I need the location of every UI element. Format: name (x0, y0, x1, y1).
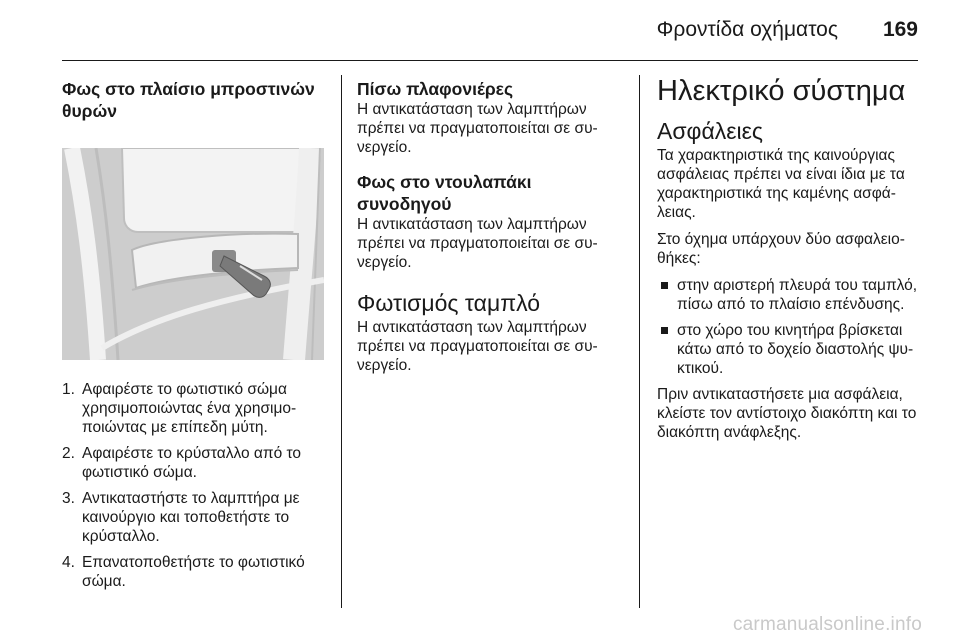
step-number: 2. (62, 445, 75, 462)
section-heading-dashboard-lighting: Φωτισμός ταμπλό (357, 290, 541, 316)
step-line: ποιώντας με επίπεδη μύτη. (82, 419, 268, 436)
step-line: Αφαιρέστε το φωτιστικό σώμα (82, 381, 287, 398)
list-item (62, 489, 327, 546)
paragraph (657, 146, 925, 222)
heading-line: θυρών (62, 101, 117, 121)
step-number: 4. (62, 554, 75, 571)
paragraph (357, 215, 619, 272)
text-line: θήκες: (657, 250, 701, 267)
heading-line: Φως στο πλαίσιο μπροστινών (62, 79, 315, 99)
text-line: στην αριστερή πλευρά του ταμπλό, (677, 277, 918, 294)
step-line: φωτιστικό σώμα. (82, 464, 197, 481)
text-line: ασφάλειας πρέπει να είναι ίδια με τα (657, 166, 905, 183)
text-line: νεργείο. (357, 357, 412, 374)
list-item (657, 321, 925, 378)
paragraph (657, 385, 925, 442)
paragraph (657, 230, 925, 268)
section-heading-rear-lights: Πίσω πλαφονιέρες (357, 79, 514, 99)
step-line: χρησιμοποιώντας ένα χρησιμο- (82, 400, 297, 417)
header-title: Φροντίδα οχήματος (656, 18, 838, 41)
text-line: Στο όχημα υπάρχουν δύο ασφαλειο- (657, 231, 905, 248)
section-heading-glovebox-light (357, 171, 619, 215)
column-1 (62, 78, 327, 598)
list-item (62, 444, 327, 482)
text-line: Τα χαρακτηριστικά της καινούργιας (657, 147, 895, 164)
page-number: 169 (882, 18, 918, 41)
list-item (657, 276, 925, 314)
column-divider-left (341, 75, 342, 608)
step-line: Επανατοποθετήστε το φωτιστικό (82, 554, 305, 571)
text-line: πρέπει να πραγματοποιείται σε συ- (357, 120, 598, 137)
bullet-square-icon (661, 327, 668, 334)
text-line: πίσω από το πλαίσιο επένδυσης. (677, 296, 905, 313)
fuse-box-locations (657, 276, 925, 378)
chapter-title: Ηλεκτρικό σύστημα (657, 75, 906, 107)
heading-line: Φως στο ντουλαπάκι (357, 172, 532, 192)
paragraph (357, 318, 619, 375)
text-line: Η αντικατάσταση των λαμπτήρων (357, 319, 587, 336)
step-line: σώμα. (82, 573, 126, 590)
text-line: Η αντικατάσταση των λαμπτήρων (357, 101, 587, 118)
instruction-steps (62, 380, 327, 591)
header-rule (62, 60, 918, 61)
step-number: 1. (62, 381, 75, 398)
text-line: κάτω από το δοχείο διαστολής ψυ- (677, 341, 914, 358)
text-line: Πριν αντικαταστήσετε μια ασφάλεια, (657, 386, 903, 403)
paragraph (357, 100, 619, 157)
text-line: στο χώρο του κινητήρα βρίσκεται (677, 322, 903, 339)
column-divider-right (639, 75, 640, 608)
door-light-illustration-icon (62, 148, 324, 360)
text-line: πρέπει να πραγματοποιείται σε συ- (357, 338, 598, 355)
text-line: χαρακτηριστικά της καμένης ασφά- (657, 185, 896, 202)
door-light-illustration (62, 148, 324, 360)
text-line: πρέπει να πραγματοποιείται σε συ- (357, 235, 598, 252)
column-3 (657, 74, 925, 450)
text-line: διακόπτη ανάφλεξης. (657, 424, 802, 441)
heading-line: συνοδηγού (357, 194, 452, 214)
step-line: καινούργιο και τοποθετήστε το (82, 509, 290, 526)
text-line: νεργείο. (357, 139, 412, 156)
step-line: κρύσταλλο. (82, 528, 160, 545)
text-line: κλείστε τον αντίστοιχο διακόπτη και το (657, 405, 917, 422)
section-heading-fuses: Ασφάλειες (657, 118, 763, 144)
text-line: Η αντικατάσταση των λαμπτήρων (357, 216, 587, 233)
list-item (62, 380, 327, 437)
step-number: 3. (62, 490, 75, 507)
watermark: carmanualsonline.info (732, 614, 922, 635)
list-item (62, 553, 327, 591)
text-line: κτικού. (677, 360, 724, 377)
bullet-square-icon (661, 282, 668, 289)
section-heading-door-light (62, 78, 327, 122)
column-2 (357, 78, 619, 383)
step-line: Αντικαταστήστε το λαμπτήρα με (82, 490, 300, 507)
text-line: λειας. (657, 204, 696, 221)
step-line: Αφαιρέστε το κρύσταλλο από το (82, 445, 302, 462)
text-line: νεργείο. (357, 254, 412, 271)
